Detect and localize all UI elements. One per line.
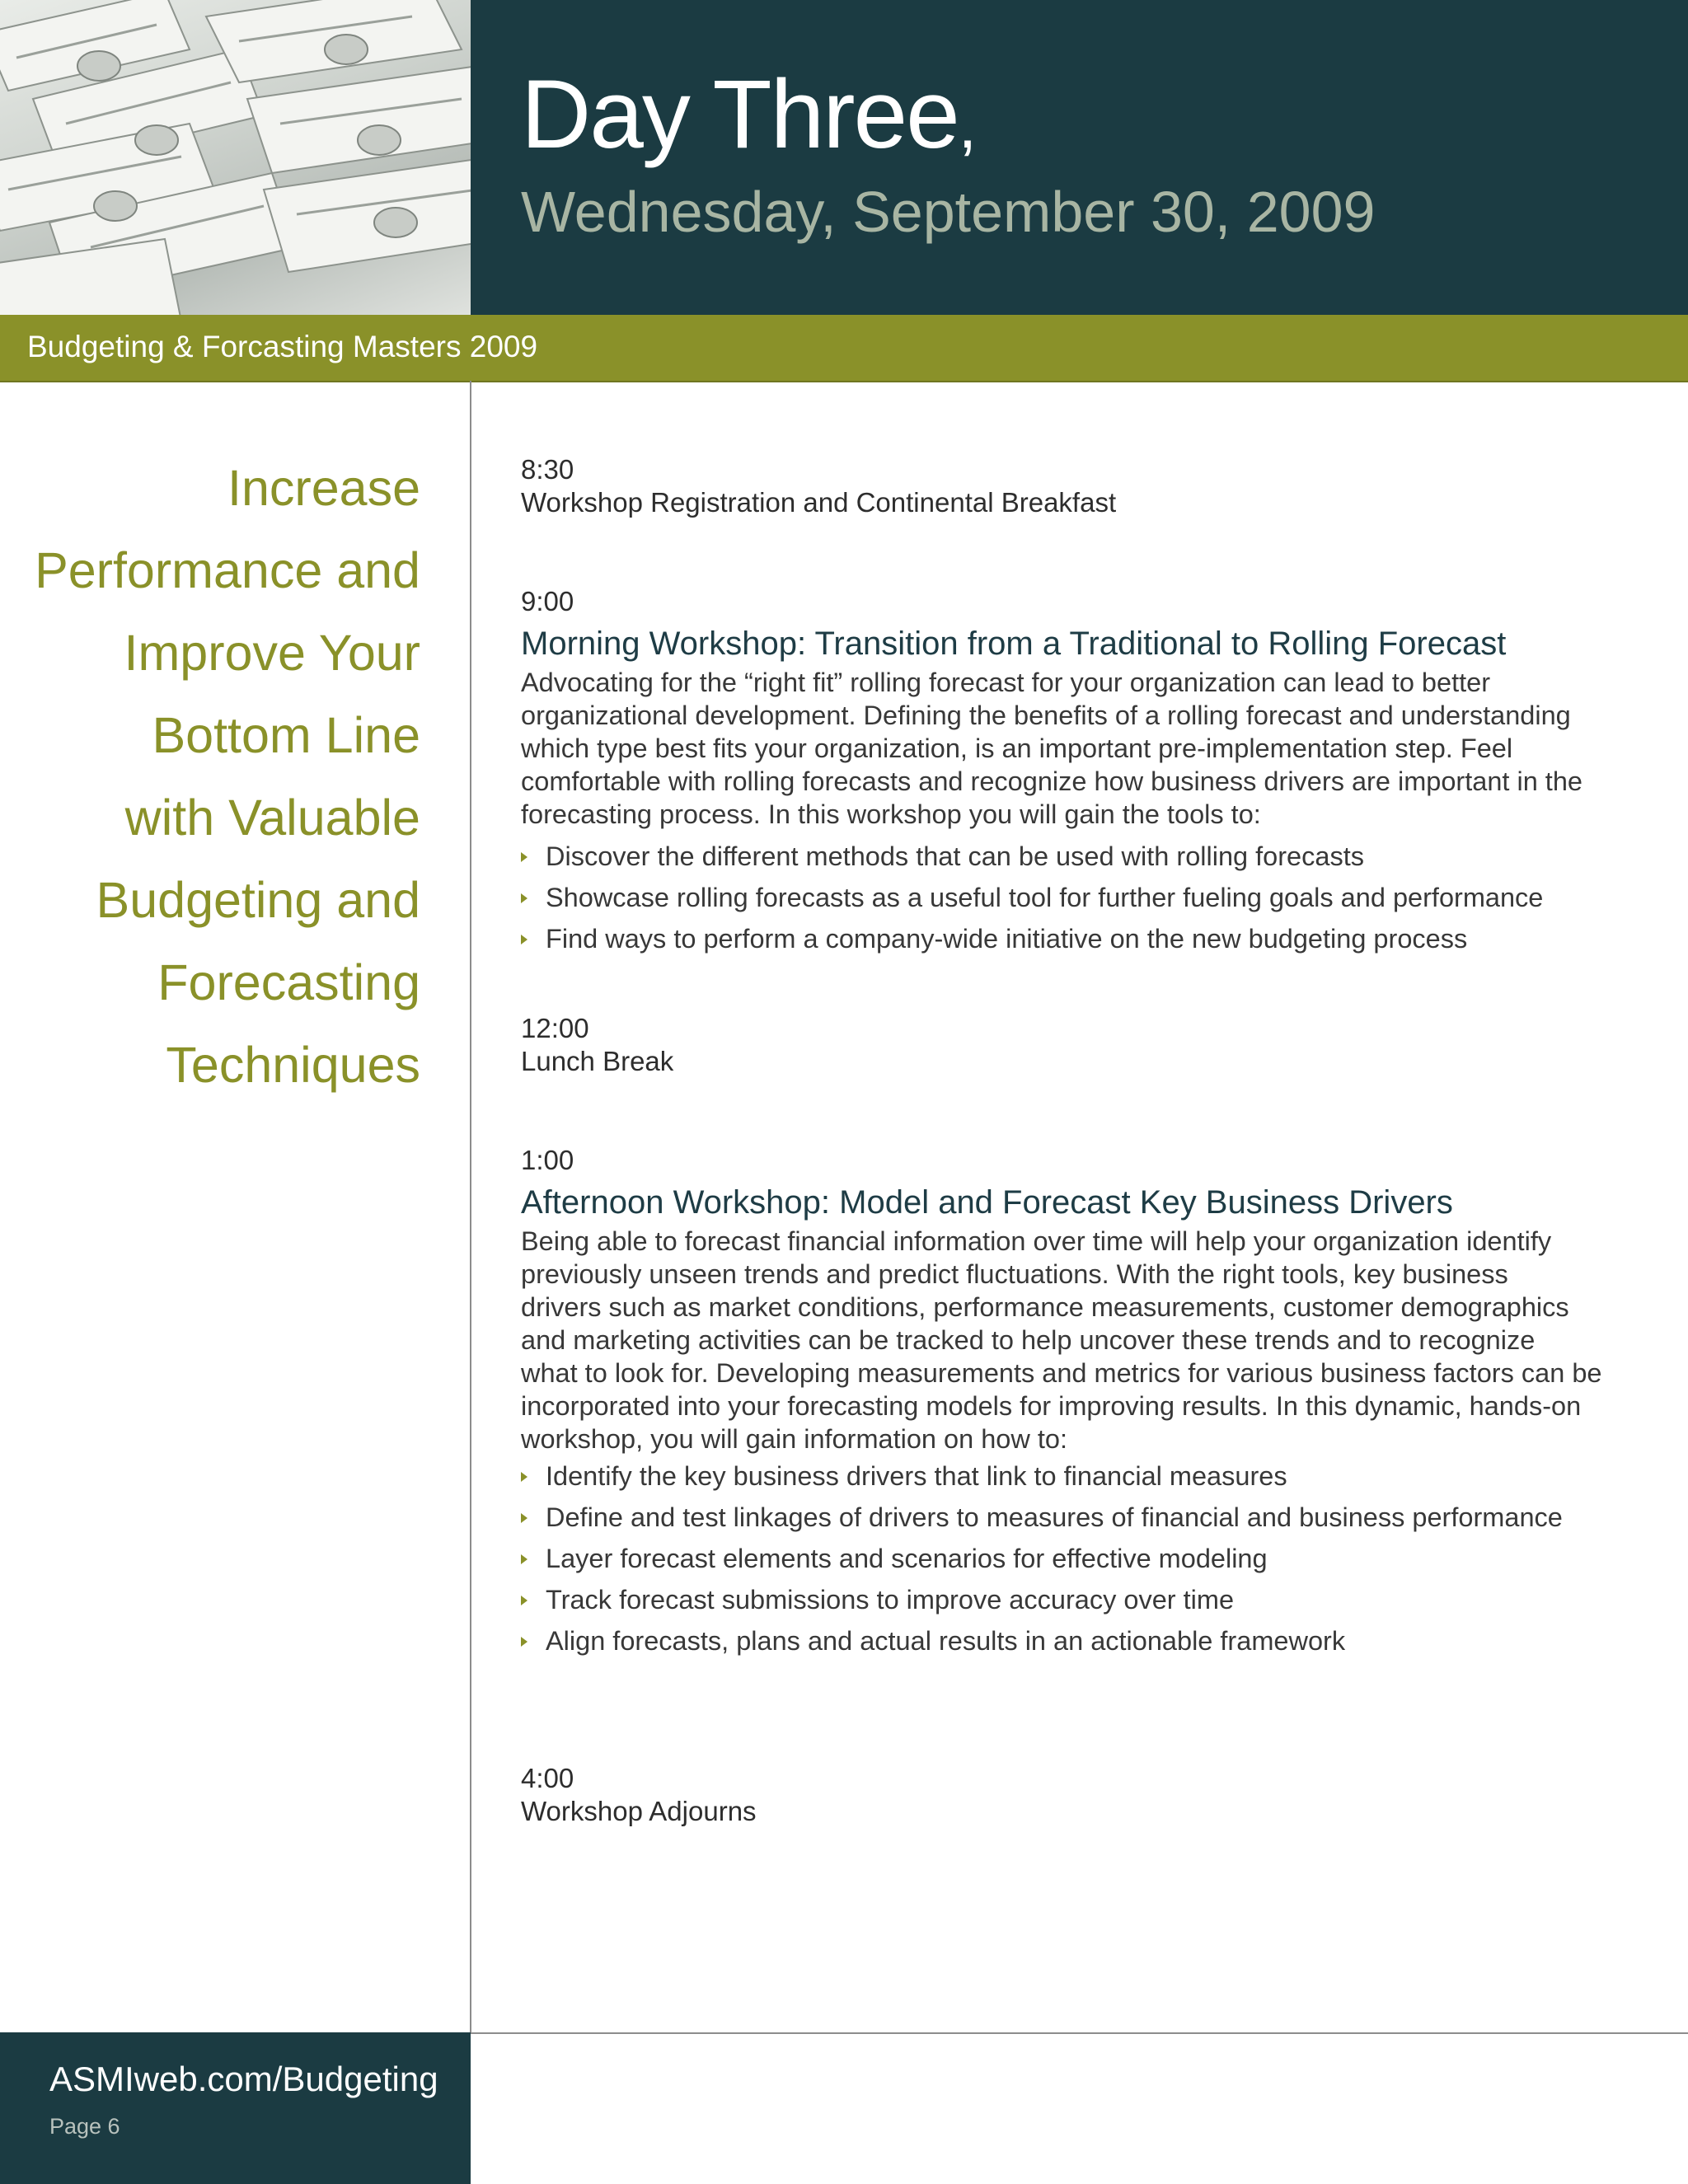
session-afternoon-workshop: [521, 1144, 1650, 1661]
sidebar-tagline: [0, 447, 420, 1106]
session-time: 4:00: [521, 1763, 574, 1793]
workshop-bullet-list: [521, 836, 1650, 959]
description-line: and marketing activities can be tracked to help uncover these trends and to recognize: [521, 1325, 1536, 1355]
tagline-line: Bottom Line: [152, 707, 420, 763]
description-line: previously unseen trends and predict fluctuations. With the right tools, key business: [521, 1259, 1508, 1289]
session-adjourn: [521, 1762, 1650, 1828]
session-lunch: [521, 1012, 1650, 1078]
session-breakfast: [521, 453, 1650, 519]
session-text: Lunch Break: [521, 1046, 674, 1076]
session-text: Workshop Registration and Continental Breakfast: [521, 487, 1117, 518]
horizontal-divider: [471, 2032, 1688, 2034]
description-line: Advocating for the “right fit” rolling forecast for your organization can lead to better: [521, 668, 1491, 697]
page-title-text: Day Three: [521, 60, 959, 169]
footer-box: [0, 2032, 471, 2184]
event-name: Budgeting & Forcasting Masters 2009: [27, 330, 538, 363]
workshop-description: [521, 1225, 1650, 1455]
description-line: organizational development. Defining the benefits of a rolling forecast and understanding: [521, 701, 1571, 730]
tagline-line: Increase: [227, 460, 420, 516]
description-line: which type best fits your organization, is an important pre-implementation step. Feel: [521, 733, 1513, 763]
tagline-line: Improve Your: [124, 625, 420, 681]
tagline-line: with Valuable: [124, 790, 420, 846]
workshop-description: [521, 666, 1650, 831]
session-time: 9:00: [521, 586, 574, 616]
description-line: what to look for. Developing measurements and metrics for various business factors can be: [521, 1358, 1602, 1388]
bullet-item: Discover the different methods that can be used with rolling forecasts: [521, 836, 1650, 877]
page-number: Page 6: [49, 2114, 120, 2139]
description-line: Being able to forecast financial information over time will help your organization identify: [521, 1226, 1552, 1256]
description-line: workshop, you will gain information on how to:: [521, 1424, 1067, 1454]
session-text: Workshop Adjourns: [521, 1796, 757, 1826]
description-line: drivers such as market conditions, performance measurements, customer demographics: [521, 1292, 1569, 1322]
website-link[interactable]: ASMIweb.com/Budgeting: [49, 2060, 438, 2098]
bullet-item: Track forecast submissions to improve accuracy over time: [521, 1579, 1650, 1620]
workshop-title: Afternoon Workshop: Model and Forecast Key Business Drivers: [521, 1184, 1453, 1221]
description-line: incorporated into your forecasting models for improving results. In this dynamic, hands-on: [521, 1391, 1582, 1421]
tagline-line: Budgeting and: [96, 872, 420, 928]
bullet-item: Find ways to perform a company-wide initiative on the new budgeting process: [521, 918, 1650, 959]
description-line: forecasting process. In this workshop you will gain the tools to:: [521, 799, 1261, 829]
tagline-line: Performance and: [35, 542, 420, 598]
session-time: 8:30: [521, 454, 574, 485]
workshop-bullet-list: [521, 1455, 1650, 1661]
session-time: 12:00: [521, 1013, 589, 1043]
tagline-line: Forecasting: [157, 954, 420, 1010]
money-stack-photo: [0, 0, 471, 315]
vertical-divider: [470, 381, 471, 2032]
session-time: 1:00: [521, 1145, 574, 1175]
page-title-comma: ,: [958, 88, 975, 162]
bullet-item: Align forecasts, plans and actual results in an actionable framework: [521, 1620, 1650, 1661]
bullet-item: Layer forecast elements and scenarios for effective modeling: [521, 1538, 1650, 1579]
description-line: comfortable with rolling forecasts and recognize how business drivers are important in the: [521, 766, 1582, 796]
bullet-item: Identify the key business drivers that link to financial measures: [521, 1455, 1650, 1497]
page-title: [521, 60, 975, 169]
bullet-item: Define and test linkages of drivers to measures of financial and business performance: [521, 1497, 1650, 1538]
bullet-item: Showcase rolling forecasts as a useful tool for further fueling goals and performance: [521, 877, 1650, 918]
page-date: Wednesday, September 30, 2009: [521, 180, 1376, 244]
banknotes-illustration: [0, 0, 471, 315]
workshop-title: Morning Workshop: Transition from a Traditional to Rolling Forecast: [521, 626, 1507, 662]
session-morning-workshop: [521, 585, 1650, 959]
tagline-line: Techniques: [166, 1037, 420, 1093]
